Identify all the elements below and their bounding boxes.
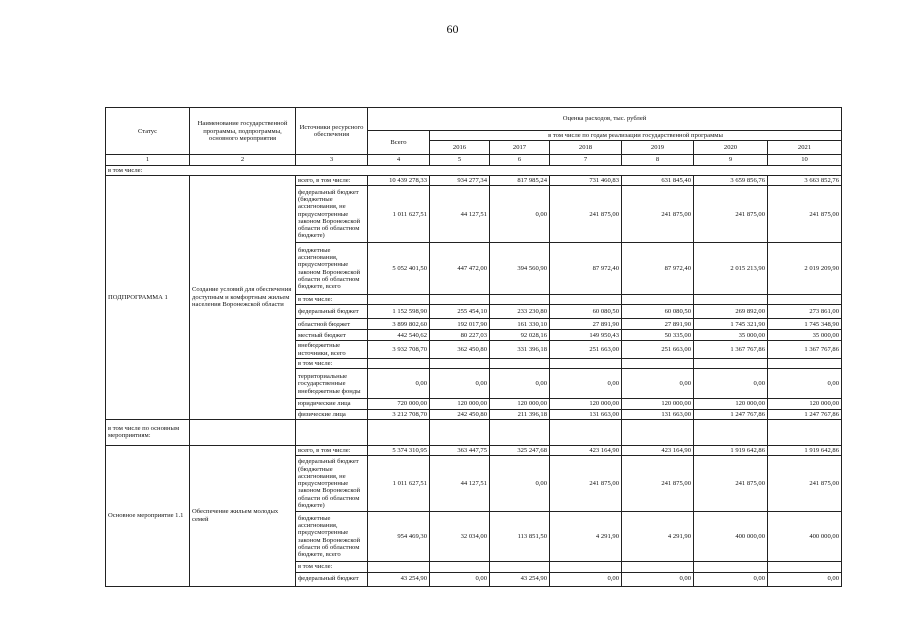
value-cell: 120 000,00 [490,399,550,409]
value-cell: 131 663,00 [550,409,622,419]
value-cell: 0,00 [368,369,430,399]
value-cell: 0,00 [768,572,842,586]
value-cell: 4 291,90 [622,512,694,562]
source-cell: всего, в том числе: [296,175,368,185]
value-cell: 817 985,24 [490,175,550,185]
value-cell: 43 254,90 [368,572,430,586]
value-cell [768,295,842,305]
value-cell: 5 374 310,95 [368,445,430,455]
value-cell: 120 000,00 [694,399,768,409]
source-cell: в том числе: [296,359,368,369]
value-cell: 3 899 802,60 [368,319,430,330]
value-cell: 241 875,00 [622,456,694,512]
value-cell: 35 000,00 [768,330,842,341]
value-cell: 87 972,40 [622,243,694,295]
header-year: 2021 [768,141,842,155]
value-cell: 44 127,51 [430,456,490,512]
value-cell: 394 560,90 [490,243,550,295]
value-cell: 242 450,80 [430,409,490,419]
source-cell: в том числе: [296,562,368,572]
value-cell: 161 330,10 [490,319,550,330]
source-cell: внебюджетные источники, всего [296,341,368,359]
source-cell: бюджетные ассигнования, предусмотренные законом Воронежской области об областном бюджете, всего [296,512,368,562]
page-number: 60 [446,22,459,36]
source-cell: физические лица [296,409,368,419]
value-cell: 363 447,75 [430,445,490,455]
value-cell: 1 011 627,51 [368,186,430,243]
source-cell: федеральный бюджет [296,572,368,586]
value-cell: 87 972,40 [550,243,622,295]
value-cell: 113 851,50 [490,512,550,562]
value-cell [622,562,694,572]
value-cell [368,295,430,305]
value-cell: 1 919 642,86 [694,445,768,455]
value-cell: 27 891,90 [622,319,694,330]
value-cell: 0,00 [622,369,694,399]
col-number: 1 [106,155,190,165]
value-cell: 149 950,43 [550,330,622,341]
value-cell: 0,00 [430,572,490,586]
value-cell: 10 439 278,33 [368,175,430,185]
value-cell: 0,00 [694,369,768,399]
header-name: Наименование государственной программы, подпрограммы, основного мероприятия [190,108,296,155]
value-cell: 3 659 856,76 [694,175,768,185]
value-cell: 131 663,00 [622,409,694,419]
value-cell [694,295,768,305]
value-cell [430,562,490,572]
value-cell: 60 080,50 [622,305,694,319]
value-cell: 120 000,00 [768,399,842,409]
value-cell [694,562,768,572]
value-cell: 325 247,68 [490,445,550,455]
value-cell: 331 396,18 [490,341,550,359]
value-cell: 241 875,00 [550,186,622,243]
value-cell: 3 932 708,70 [368,341,430,359]
header-estimate: Оценка расходов, тыс. рублей [368,108,842,131]
source-cell: территориальные государственные внебюджетные фонды [296,369,368,399]
value-cell: 255 454,10 [430,305,490,319]
value-cell: 423 164,90 [622,445,694,455]
value-cell [430,295,490,305]
col-number: 9 [694,155,768,165]
value-cell: 192 017,90 [430,319,490,330]
value-cell: 954 469,30 [368,512,430,562]
value-cell: 442 540,62 [368,330,430,341]
value-cell: 0,00 [694,572,768,586]
om1-status: Основное мероприятие 1.1 [106,445,190,586]
col-number: 8 [622,155,694,165]
source-cell: областной бюджет [296,319,368,330]
value-cell: 447 472,00 [430,243,490,295]
value-cell [550,295,622,305]
value-cell: 1 247 767,86 [768,409,842,419]
value-cell: 3 663 852,76 [768,175,842,185]
value-cell: 60 080,50 [550,305,622,319]
col-number: 5 [430,155,490,165]
value-cell: 5 052 401,50 [368,243,430,295]
value-cell: 2 015 213,90 [694,243,768,295]
value-cell: 120 000,00 [550,399,622,409]
value-cell: 1 011 627,51 [368,456,430,512]
value-cell [490,359,550,369]
value-cell [368,359,430,369]
value-cell: 241 875,00 [768,186,842,243]
value-cell: 3 212 708,70 [368,409,430,419]
value-cell [490,562,550,572]
value-cell: 80 227,03 [430,330,490,341]
value-cell: 4 291,90 [550,512,622,562]
value-cell: 251 663,00 [550,341,622,359]
value-cell [550,359,622,369]
source-cell: федеральный бюджет (бюджетные ассигнования, не предусмотренные законом Воронежской области об областном бюджете) [296,186,368,243]
value-cell: 32 034,00 [430,512,490,562]
value-cell: 0,00 [490,369,550,399]
value-cell: 400 000,00 [768,512,842,562]
value-cell: 1 919 642,86 [768,445,842,455]
value-cell [622,295,694,305]
source-cell: в том числе: [296,295,368,305]
value-cell: 273 861,00 [768,305,842,319]
value-cell: 233 230,80 [490,305,550,319]
value-cell [694,359,768,369]
row-label-main-activities: в том числе по основным мероприятиям: [106,419,190,445]
source-cell: юридические лица [296,399,368,409]
value-cell: 35 000,00 [694,330,768,341]
value-cell [768,562,842,572]
value-cell: 934 277,34 [430,175,490,185]
source-cell: федеральный бюджет [296,305,368,319]
value-cell: 251 663,00 [622,341,694,359]
source-cell: федеральный бюджет (бюджетные ассигнования, не предусмотренные законом Воронежской области об областном бюджете) [296,456,368,512]
value-cell: 0,00 [550,369,622,399]
value-cell: 211 396,18 [490,409,550,419]
value-cell [430,359,490,369]
source-cell: местный бюджет [296,330,368,341]
value-cell: 731 460,83 [550,175,622,185]
value-cell: 1 367 767,86 [694,341,768,359]
value-cell: 27 891,90 [550,319,622,330]
source-cell: бюджетные ассигнования, предусмотренные законом Воронежской области об областном бюджете, всего [296,243,368,295]
col-number: 2 [190,155,296,165]
header-year: 2018 [550,141,622,155]
value-cell: 241 875,00 [694,456,768,512]
value-cell: 400 000,00 [694,512,768,562]
value-cell: 241 875,00 [694,186,768,243]
value-cell: 1 367 767,86 [768,341,842,359]
budget-table [105,107,842,587]
value-cell [622,359,694,369]
value-cell: 241 875,00 [550,456,622,512]
om1-name: Обеспечение жильем молодых семей [190,445,296,586]
header-year: 2019 [622,141,694,155]
value-cell: 2 019 209,90 [768,243,842,295]
value-cell: 362 450,80 [430,341,490,359]
source-cell: всего, в том числе: [296,445,368,455]
value-cell: 0,00 [622,572,694,586]
row-label-including: в том числе: [106,165,842,175]
value-cell: 0,00 [490,186,550,243]
value-cell: 44 127,51 [430,186,490,243]
sub1-status: ПОДПРОГРАММА 1 [106,175,190,419]
col-number: 10 [768,155,842,165]
value-cell: 631 845,40 [622,175,694,185]
col-number: 7 [550,155,622,165]
value-cell [490,295,550,305]
value-cell: 241 875,00 [768,456,842,512]
header-year: 2017 [490,141,550,155]
value-cell: 92 028,16 [490,330,550,341]
value-cell: 0,00 [490,456,550,512]
value-cell: 43 254,90 [490,572,550,586]
value-cell: 120 000,00 [622,399,694,409]
header-year: 2020 [694,141,768,155]
value-cell: 241 875,00 [622,186,694,243]
value-cell: 423 164,90 [550,445,622,455]
header-by-years: в том числе по годам реализации государственной программы [430,131,842,141]
value-cell: 269 892,00 [694,305,768,319]
col-number: 6 [490,155,550,165]
header-status: Статус [106,108,190,155]
value-cell [768,359,842,369]
value-cell: 1 247 767,86 [694,409,768,419]
value-cell: 50 335,00 [622,330,694,341]
value-cell: 0,00 [768,369,842,399]
value-cell: 720 000,00 [368,399,430,409]
value-cell: 120 000,00 [430,399,490,409]
header-year: 2016 [430,141,490,155]
header-sources: Источники ресурсного обеспечения [296,108,368,155]
value-cell: 1 745 321,90 [694,319,768,330]
value-cell [368,562,430,572]
value-cell: 0,00 [430,369,490,399]
col-number: 3 [296,155,368,165]
value-cell: 1 745 348,90 [768,319,842,330]
sub1-name: Создание условий для обеспечения доступным и комфортным жильем населения Воронежской области [190,175,296,419]
col-number: 4 [368,155,430,165]
value-cell [550,562,622,572]
value-cell: 1 152 598,90 [368,305,430,319]
header-total: Всего [368,131,430,155]
value-cell: 0,00 [550,572,622,586]
